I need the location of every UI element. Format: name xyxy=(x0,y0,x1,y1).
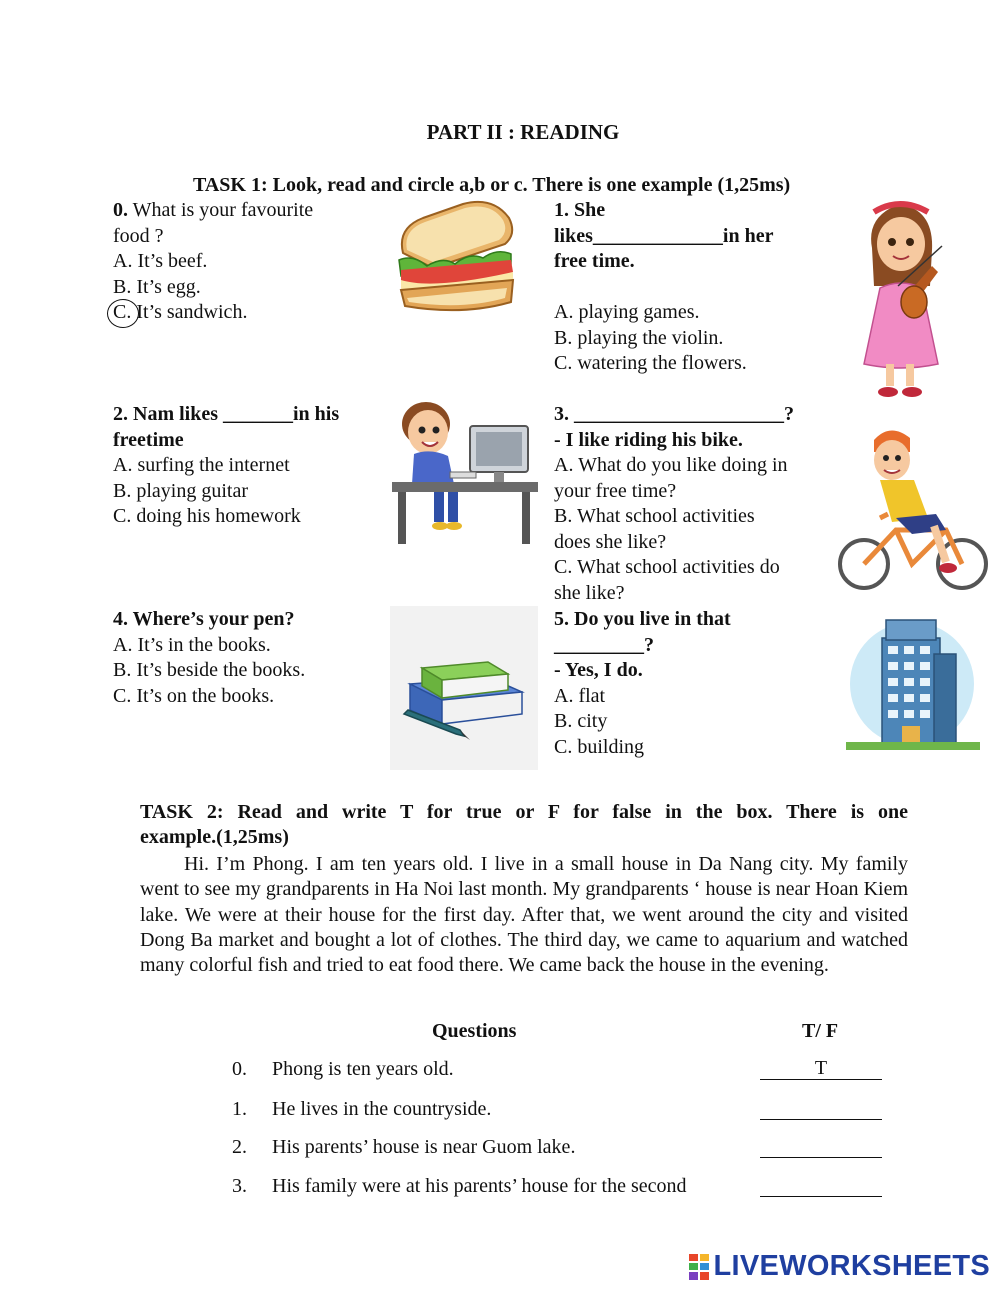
q1-option-a[interactable]: A. playing games. xyxy=(554,301,700,323)
q2-stem-1: 2. Nam likes _______in his xyxy=(113,403,340,425)
question-2 xyxy=(113,402,339,530)
boy-computer-image xyxy=(390,398,540,548)
tf-row-text: He lives in the countryside. xyxy=(272,1098,492,1120)
q4-stem: 4. Where’s your pen? xyxy=(113,608,295,630)
tf-answer-2[interactable] xyxy=(760,1135,882,1158)
q0-stem-2: food ? xyxy=(113,224,164,247)
q5-option-a[interactable]: A. flat xyxy=(554,684,606,707)
tf-row-text: His parents’ house is near Guom lake. xyxy=(272,1136,576,1158)
reading-passage xyxy=(140,852,908,978)
question-3 xyxy=(554,402,794,606)
q3-option-a-2[interactable]: your free time? xyxy=(554,479,677,502)
q3-option-a[interactable]: A. What do you like doing in xyxy=(554,454,788,476)
tf-row xyxy=(232,1135,575,1161)
sandwich-image xyxy=(393,198,519,316)
q1-stem-1: 1. She xyxy=(554,199,606,221)
q1-option-b[interactable]: B. playing the violin. xyxy=(554,326,724,349)
q0-stem: What is your favourite xyxy=(132,199,314,221)
boy-bike-image xyxy=(836,422,992,592)
q0-number: 0. xyxy=(113,199,128,221)
q2-option-c[interactable]: C. doing his homework xyxy=(113,505,301,527)
tf-row xyxy=(232,1057,454,1083)
question-5 xyxy=(554,607,731,760)
q5-stem-1: 5. Do you live in that xyxy=(554,608,731,630)
q5-stem-2: _________? xyxy=(554,633,654,656)
q2-option-a[interactable]: A. surfing the internet xyxy=(113,454,290,476)
task1-heading: TASK 1: Look, read and circle a,b or c. There is one example (1,25ms) xyxy=(193,174,791,196)
tf-answer-0[interactable]: T xyxy=(760,1057,882,1080)
q1-option-c[interactable]: C. watering the flowers. xyxy=(554,352,747,374)
q3-stem-1: 3. _____________________? xyxy=(554,403,794,425)
brand-text: LIVEWORKSHEETS xyxy=(713,1250,990,1282)
logo-grid-icon xyxy=(689,1254,709,1280)
tf-row xyxy=(232,1097,491,1123)
tf-header: T/ F xyxy=(802,1020,839,1042)
q5-option-c[interactable]: C. building xyxy=(554,735,645,758)
q2-stem-2: freetime xyxy=(113,428,184,451)
task2-heading-2: example.(1,25ms) xyxy=(140,826,289,848)
q3-option-c-2[interactable]: she like? xyxy=(554,581,625,604)
q4-option-b[interactable]: B. It’s beside the books. xyxy=(113,659,306,681)
q4-option-c[interactable]: C. It’s on the books. xyxy=(113,684,275,707)
answer-circle: C. xyxy=(113,300,131,326)
q0-option-a[interactable]: A. It’s beef. xyxy=(113,250,208,272)
q0-option-c-text: It’s sandwich. xyxy=(136,301,248,323)
tf-row-text: His family were at his parents’ house for the second xyxy=(272,1175,687,1197)
question-1 xyxy=(554,198,773,275)
q3-option-c[interactable]: C. What school activities do xyxy=(554,556,780,578)
questions-header: Questions xyxy=(432,1020,517,1042)
question-0 xyxy=(113,198,313,326)
tf-row xyxy=(232,1174,687,1200)
books-pen-image xyxy=(390,606,538,770)
q0-option-b[interactable]: B. It’s egg. xyxy=(113,275,201,298)
passage-text: Hi. I’m Phong. I am ten years old. I live in a small house in Da Nang city. My family went to see my grandparents in Ha Noi last month. My grandparents ‘ house is near Hoan Kiem lake. We were at their house for the first day. After that, we went around the city and visited Dong Ba market and bought a lot of clothes. The third day, we came to aquarium and watched many colorful fish and tried to eat food there. We came back the house in the evening. xyxy=(140,853,908,977)
q0-option-c[interactable] xyxy=(113,300,313,326)
q4-option-a[interactable]: A. It’s in the books. xyxy=(113,633,271,656)
task2-heading: TASK 2: Read and write T for true or F for false in the box. There is one xyxy=(140,801,908,823)
q3-option-b-2[interactable]: does she like? xyxy=(554,530,667,553)
tf-row-number: 2. xyxy=(232,1136,247,1158)
part-title: PART II : READING xyxy=(426,120,620,144)
question-1-options xyxy=(554,300,747,377)
q2-option-b[interactable]: B. playing guitar xyxy=(113,479,248,502)
tf-answer-3[interactable] xyxy=(760,1174,882,1197)
q1-stem-3: free time. xyxy=(554,250,635,272)
tf-answer-1[interactable] xyxy=(760,1097,882,1120)
question-4 xyxy=(113,607,305,709)
building-image xyxy=(846,614,980,750)
q5-stem-3: - Yes, I do. xyxy=(554,659,643,681)
tf-row-text: Phong is ten years old. xyxy=(272,1058,454,1080)
tf-row-number: 0. xyxy=(232,1058,247,1080)
girl-violin-image xyxy=(858,196,944,400)
tf-row-number: 3. xyxy=(232,1175,247,1197)
q3-option-b[interactable]: B. What school activities xyxy=(554,505,755,527)
liveworksheets-logo[interactable] xyxy=(689,1250,991,1283)
q1-stem-2: likes_____________in her xyxy=(554,224,774,247)
tf-row-number: 1. xyxy=(232,1098,247,1120)
q3-stem-2: - I like riding his bike. xyxy=(554,428,743,451)
q5-option-b[interactable]: B. city xyxy=(554,710,608,732)
